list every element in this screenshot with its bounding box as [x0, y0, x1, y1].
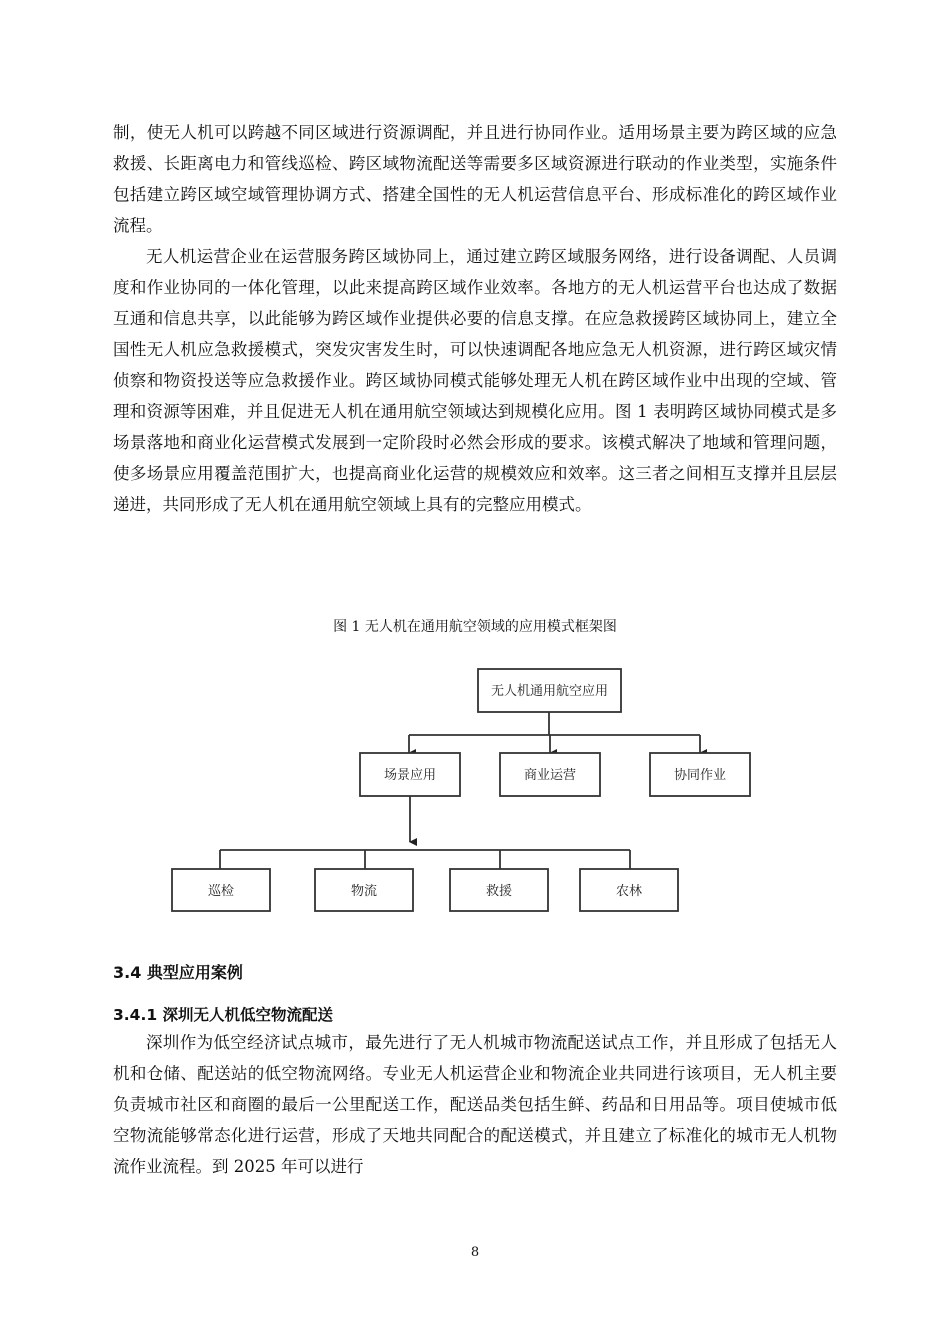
node-commercial-operation-label: 商业运营: [523, 768, 577, 783]
node-rescue-label: 救援: [485, 884, 513, 899]
node-inspection-label: 巡检: [207, 884, 235, 899]
figure-caption: 图 1 无人机在通用航空领域的应用模式框架图: [333, 619, 617, 635]
paragraph-3: 深圳作为低空经济试点城市，最先进行了无人机城市物流配送试点工作，并且形成了包括无人机和仓储、配送站的低空物流网络。专业无人机运营企业和物流企业共同进行该项目，无人机主要负责城市社区和商圈的最后一公里配送工作，配送品类包括生鲜、药品和日用品等。项目使城市低空物流能够常态化进行运营，形成了天地共同配合的配送模式，并且建立了标准化的城市无人机物流作业流程。到 2025 年可以进行: [113, 1033, 837, 1176]
section-heading: 3.4 典型应用案例: [113, 963, 243, 982]
paragraph-2: 无人机运营企业在运营服务跨区域协同上，通过建立跨区域服务网络，进行设备调配、人员调度和作业协同的一体化管理，以此来提高跨区域作业效率。各地方的无人机运营平台也达成了数据互通和信息共享，以此能够为跨区域作业提供必要的信息支撑。在应急救援跨区域协同上，建立全国性无人机应急救援模式，突发灾害发生时，可以快速调配各地应急无人机资源，进行跨区域灾情侦察和物资投送等应急救援作业。跨区域协同模式能够处理无人机在跨区域作业中出现的空域、管理和资源等困难，并且促进无人机在通用航空领域达到规模化应用。图 1 表明跨区域协同模式是多场景落地和商业化运营模式发展到一定阶段时必然会形成的要求。该模式解决了地域和管理问题，使多场景应用覆盖范围扩大，也提高商业化运营的规模效应和效率。这三者之间相互支撑并且层层递进，共同形成了无人机在通用航空领域上具有的完整应用模式。: [113, 247, 837, 514]
framework-diagram: [160, 660, 780, 920]
paragraph-1: 制，使无人机可以跨越不同区域进行资源调配，并且进行协同作业。适用场景主要为跨区域的应急救援、长距离电力和管线巡检、跨区域物流配送等需要多区域资源进行联动的作业类型，实施条件包括建立跨区域空域管理协调方式、搭建全国性的无人机运营信息平台、形成标准化的跨区域作业流程。: [113, 123, 837, 235]
page-number: 8: [470, 1245, 480, 1260]
node-logistics-label: 物流: [350, 884, 378, 899]
root-node-label: 无人机通用航空应用: [490, 684, 609, 699]
node-collaborative-operation-label: 协同作业: [673, 768, 727, 783]
node-scenario-application-label: 场景应用: [383, 768, 437, 783]
node-agriculture-forestry-label: 农林: [615, 884, 643, 899]
subsection-heading: 3.4.1 深圳无人机低空物流配送: [113, 1006, 334, 1024]
